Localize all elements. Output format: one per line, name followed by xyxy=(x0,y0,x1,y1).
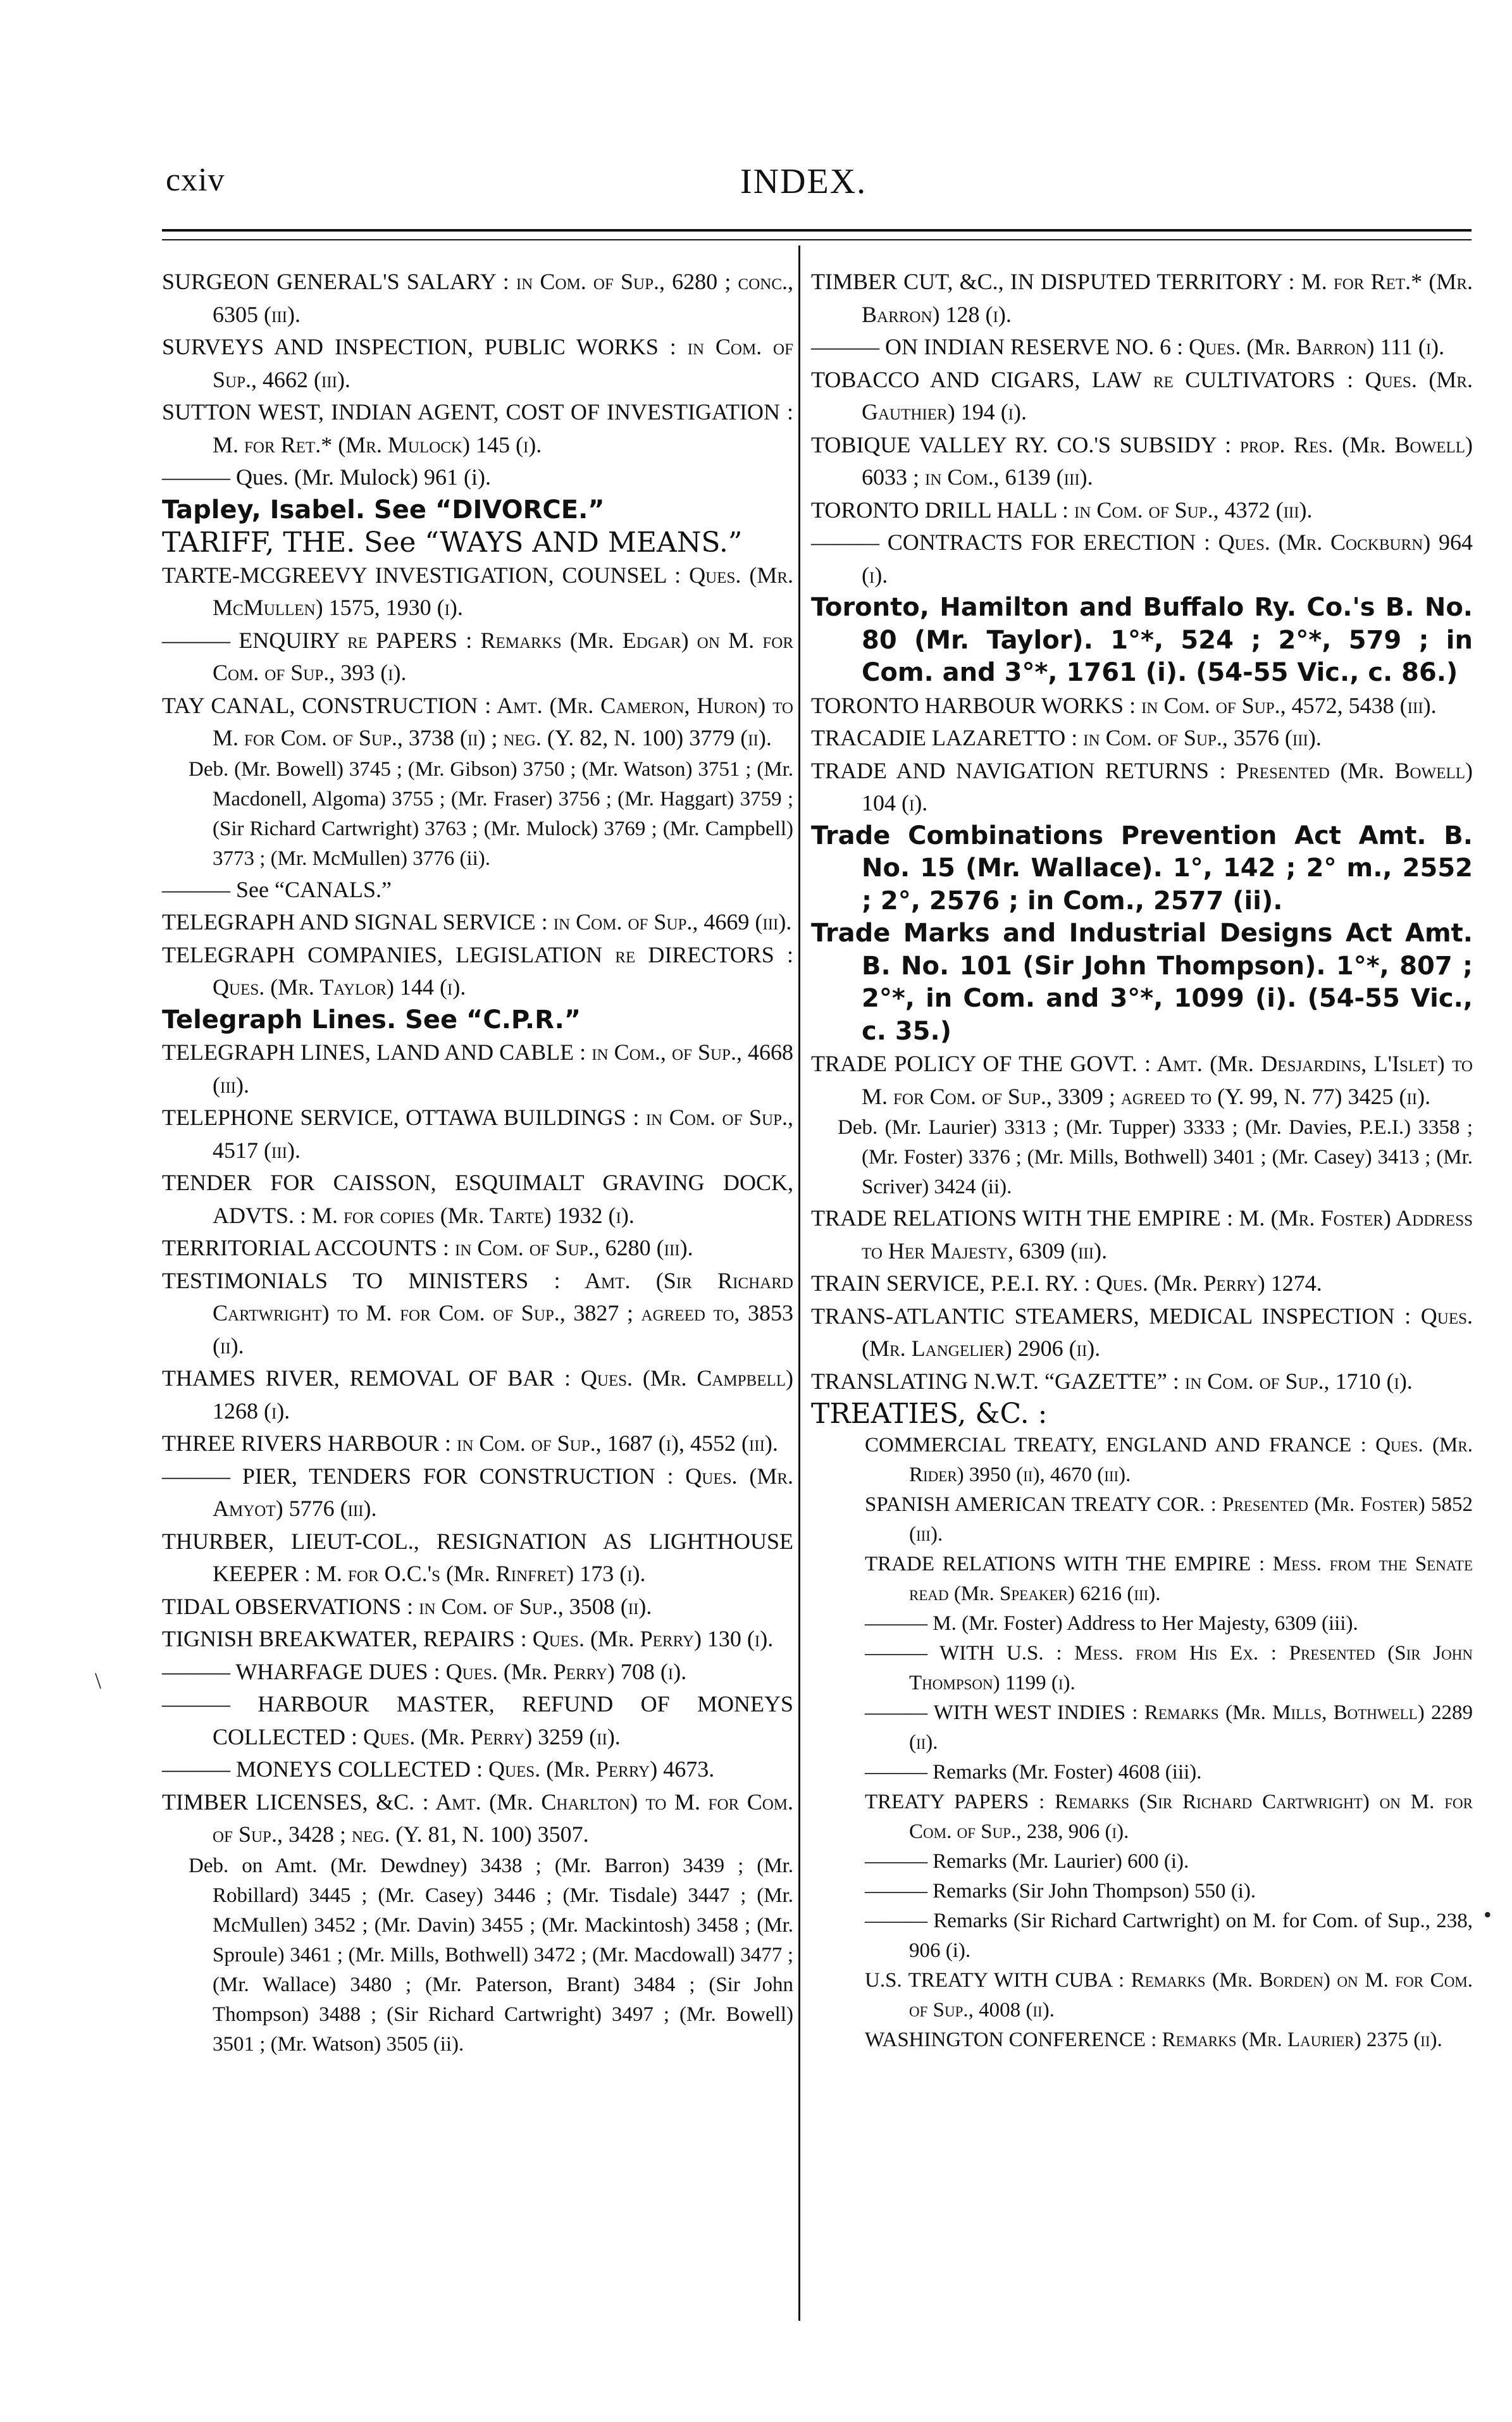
index-subentry: ——— WITH WEST INDIES : Remarks (Mr. Mills, Bothwell) 2289 (ii). xyxy=(865,1701,1473,1754)
header-rule-thin xyxy=(162,239,1472,240)
page-number: cxiv xyxy=(166,162,225,198)
index-entry: TOBACCO AND CIGARS, LAW re CULTIVATORS : Ques. (Mr. Gauthier) 194 (i). xyxy=(811,366,1473,425)
index-subentry: ——— See “CANALS.” xyxy=(162,876,392,902)
index-entry: TORONTO DRILL HALL : in Com. of Sup., 4372 (iii). xyxy=(811,497,1313,523)
index-subentry: ——— WITH U.S. : Mess. from His Ex. : Presented (Sir John Thompson) 1199 (i). xyxy=(865,1641,1473,1694)
index-entry: TARTE-MCGREEVY INVESTIGATION, COUNSEL : Ques. (Mr. McMullen) 1575, 1930 (i). xyxy=(162,562,793,620)
index-entry: TELEGRAPH AND SIGNAL SERVICE : in Com. of Sup., 4669 (iii). xyxy=(162,909,792,935)
index-subentry: ——— PIER, TENDERS FOR CONSTRUCTION : Ques. (Mr. Amyot) 5776 (iii). xyxy=(162,1463,793,1521)
right-column xyxy=(811,266,1473,2055)
index-entry: TRADE RELATIONS WITH THE EMPIRE : M. (Mr. Foster) Address to Her Majesty, 6309 (iii). xyxy=(811,1205,1473,1264)
index-subentry: ——— Remarks (Sir Richard Cartwright) on M. for Com. of Sup., 238, 906 (i). xyxy=(865,1909,1473,1962)
index-subentry: TRADE RELATIONS WITH THE EMPIRE : Mess. from the Senate read (Mr. Speaker) 6216 (iii). xyxy=(865,1552,1473,1605)
index-subentry: ——— Remarks (Mr. Laurier) 600 (i). xyxy=(865,1849,1189,1873)
debate-list: Deb. (Mr. Bowell) 3745 ; (Mr. Gibson) 3750 ; (Mr. Watson) 3751 ; (Mr. Macdonell, Algoma) 3755 ; (Mr. Fraser) 3756 ; (Mr. Haggart) 3759 ; (Sir Richard Cartwright) 3763 ; (Mr. Mulock) 3769 ; (Mr. Campbell) 3773 ; (Mr. McMullen) 3776 (ii). xyxy=(189,757,793,870)
index-subentry: ——— CONTRACTS FOR ERECTION : Ques. (Mr. Cockburn) 964 (i). xyxy=(811,530,1473,588)
debate-list: Deb. on Amt. (Mr. Dewdney) 3438 ; (Mr. Barron) 3439 ; (Mr. Robillard) 3445 ; (Mr. Casey) 3446 ; (Mr. Tisdale) 3447 ; (Mr. McMullen) 3452 ; (Mr. Davin) 3455 ; (Mr. Mackintosh) 3458 ; (Mr. Sproule) 3461 ; (Mr. Mills, Bothwell) 3472 ; (Mr. Macdowall) 3477 ; (Mr. Wallace) 3480 ; (Mr. Paterson, Brant) 3484 ; (Sir John Thompson) 3488 ; (Sir Richard Cartwright) 3497 ; (Mr. Bowell) 3501 ; (Mr. Watson) 3505 (ii). xyxy=(189,1854,793,2056)
index-subentry: ——— Ques. (Mr. Mulock) 961 (i). xyxy=(162,464,491,490)
index-entry: TESTIMONIALS TO MINISTERS : Amt. (Sir Richard Cartwright) to M. for Com. of Sup., 3827 ; agreed to, 3853 (ii). xyxy=(162,1267,793,1358)
index-subentry: WASHINGTON CONFERENCE : Remarks (Mr. Laurier) 2375 (ii). xyxy=(865,2028,1442,2051)
index-entry: TERRITORIAL ACCOUNTS : in Com. of Sup., 6280 (iii). xyxy=(162,1235,693,1260)
index-entry: TAY CANAL, CONSTRUCTION : Amt. (Mr. Cameron, Huron) to M. for Com. of Sup., 3738 (ii) ; neg. (Y. 82, N. 100) 3779 (ii). xyxy=(162,692,793,750)
index-entry-bold: Toronto, Hamilton and Buffalo Ry. Co.'s B. No. 80 (Mr. Taylor). 1°*, 524 ; 2°*, 579 ; in Com. and 3°*, 1761 (i). (54-55 Vic., c. 86.) xyxy=(811,593,1473,687)
section-heading: TREATIES, &C. : xyxy=(811,1398,1048,1430)
index-subentry: COMMERCIAL TREATY, ENGLAND AND FRANCE : Ques. (Mr. Rider) 3950 (ii), 4670 (iii). xyxy=(865,1433,1473,1486)
index-subentry: ——— MONEYS COLLECTED : Ques. (Mr. Perry) 4673. xyxy=(162,1756,715,1782)
index-entry: TELEGRAPH LINES, LAND AND CABLE : in Com., of Sup., 4668 (iii). xyxy=(162,1040,793,1098)
index-subentry: ——— WHARFAGE DUES : Ques. (Mr. Perry) 708 (i). xyxy=(162,1658,687,1684)
index-entry-bold: Trade Marks and Industrial Designs Act Amt. B. No. 101 (Sir John Thompson). 1°*, 807 ; 2°*, in Com. and 3°*, 1099 (i). (54-55 Vic., c. 35.) xyxy=(811,919,1473,1046)
index-entry: TIMBER CUT, &C., IN DISPUTED TERRITORY : M. for Ret.* (Mr. Barron) 128 (i). xyxy=(811,269,1473,327)
index-subentry: TREATY PAPERS : Remarks (Sir Richard Cartwright) on M. for Com. of Sup., 238, 906 (i). xyxy=(865,1790,1473,1843)
index-subentry: ——— HARBOUR MASTER, REFUND OF MONEYS COLLECTED : Ques. (Mr. Perry) 3259 (ii). xyxy=(162,1691,793,1749)
left-column xyxy=(162,266,793,2059)
index-entry-bold: Tapley, Isabel. See “DIVORCE.” xyxy=(162,495,605,525)
index-entry: TELEGRAPH COMPANIES, LEGISLATION re DIRECTORS : Ques. (Mr. Taylor) 144 (i). xyxy=(162,941,793,1000)
column-divider xyxy=(798,245,800,2321)
index-subentry: ——— ON INDIAN RESERVE NO. 6 : Ques. (Mr. Barron) 111 (i). xyxy=(811,334,1445,359)
page-title: INDEX. xyxy=(740,162,867,201)
index-entry: TIDAL OBSERVATIONS : in Com. of Sup., 3508 (ii). xyxy=(162,1593,652,1619)
index-entry: THREE RIVERS HARBOUR : in Com. of Sup., 1687 (i), 4552 (iii). xyxy=(162,1431,778,1456)
header-rule-thick xyxy=(162,229,1472,232)
index-entry: TRACADIE LAZARETTO : in Com. of Sup., 3576 (iii). xyxy=(811,725,1322,750)
index-entry: SURVEYS AND INSPECTION, PUBLIC WORKS : in Com. of Sup., 4662 (iii). xyxy=(162,334,793,392)
index-entry: TOBIQUE VALLEY RY. CO.'S SUBSIDY : prop. Res. (Mr. Bowell) 6033 ; in Com., 6139 (iii). xyxy=(811,432,1473,490)
index-entry: TIGNISH BREAKWATER, REPAIRS : Ques. (Mr. Perry) 130 (i). xyxy=(162,1626,774,1651)
index-entry: TRANS-ATLANTIC STEAMERS, MEDICAL INSPECTION : Ques. (Mr. Langelier) 2906 (ii). xyxy=(811,1303,1473,1361)
index-entry: TIMBER LICENSES, &C. : Amt. (Mr. Charlton) to M. for Com. of Sup., 3428 ; neg. (Y. 81, N. 100) 3507. xyxy=(162,1789,793,1847)
index-entry-bold: Trade Combinations Prevention Act Amt. B. No. 15 (Mr. Wallace). 1°, 142 ; 2° m., 2552 ; 2°, 2576 ; in Com., 2577 (ii). xyxy=(811,821,1473,916)
index-entry: TRAIN SERVICE, P.E.I. RY. : Ques. (Mr. Perry) 1274. xyxy=(811,1270,1322,1296)
index-subentry: U.S. TREATY WITH CUBA : Remarks (Mr. Borden) on M. for Com. of Sup., 4008 (ii). xyxy=(865,1968,1473,2021)
index-entry: TARIFF, THE. See “WAYS AND MEANS.” xyxy=(162,526,743,559)
margin-mark: \ xyxy=(95,1668,102,1693)
index-entry: TENDER FOR CAISSON, ESQUIMALT GRAVING DOCK, ADVTS. : M. for copies (Mr. Tarte) 1932 (i). xyxy=(162,1170,793,1228)
index-subentry: ——— Remarks (Mr. Foster) 4608 (iii). xyxy=(865,1760,1202,1784)
index-entry-bold: Telegraph Lines. See “C.P.R.” xyxy=(162,1005,581,1034)
index-subentry: ——— ENQUIRY re PAPERS : Remarks (Mr. Edgar) on M. for Com. of Sup., 393 (i). xyxy=(162,627,793,685)
index-entry: THURBER, LIEUT-COL., RESIGNATION AS LIGHTHOUSE KEEPER : M. for O.C.'s (Mr. Rinfret) 173 (i). xyxy=(162,1528,793,1586)
index-subentry: SPANISH AMERICAN TREATY COR. : Presented (Mr. Foster) 5852 (iii). xyxy=(865,1493,1473,1546)
margin-mark: • xyxy=(1484,1902,1492,1927)
index-entry: TORONTO HARBOUR WORKS : in Com. of Sup., 4572, 5438 (iii). xyxy=(811,692,1437,718)
index-entry: TELEPHONE SERVICE, OTTAWA BUILDINGS : in Com. of Sup., 4517 (iii). xyxy=(162,1105,793,1163)
debate-list: Deb. (Mr. Laurier) 3313 ; (Mr. Tupper) 3333 ; (Mr. Davies, P.E.I.) 3358 ; (Mr. Foster) 3376 ; (Mr. Mills, Bothwell) 3401 ; (Mr. Casey) 3413 ; (Mr. Scriver) 3424 (ii). xyxy=(838,1116,1473,1198)
index-entry: SUTTON WEST, INDIAN AGENT, COST OF INVESTIGATION : M. for Ret.* (Mr. Mulock) 145 (i). xyxy=(162,399,793,457)
index-entry: TRADE POLICY OF THE GOVT. : Amt. (Mr. Desjardins, L'Islet) to M. for Com. of Sup., 3309 ; agreed to (Y. 99, N. 77) 3425 (ii). xyxy=(811,1051,1473,1109)
index-subentry: ——— M. (Mr. Foster) Address to Her Majesty, 6309 (iii). xyxy=(865,1612,1358,1635)
index-subentry: ——— Remarks (Sir John Thompson) 550 (i). xyxy=(865,1879,1256,1903)
index-entry: SURGEON GENERAL'S SALARY : in Com. of Sup., 6280 ; conc., 6305 (iii). xyxy=(162,269,793,327)
index-entry: THAMES RIVER, REMOVAL OF BAR : Ques. (Mr. Campbell) 1268 (i). xyxy=(162,1365,793,1424)
index-entry: TRADE AND NAVIGATION RETURNS : Presented (Mr. Bowell) 104 (i). xyxy=(811,757,1473,816)
index-entry: TRANSLATING N.W.T. “GAZETTE” : in Com. of Sup., 1710 (i). xyxy=(811,1368,1413,1394)
